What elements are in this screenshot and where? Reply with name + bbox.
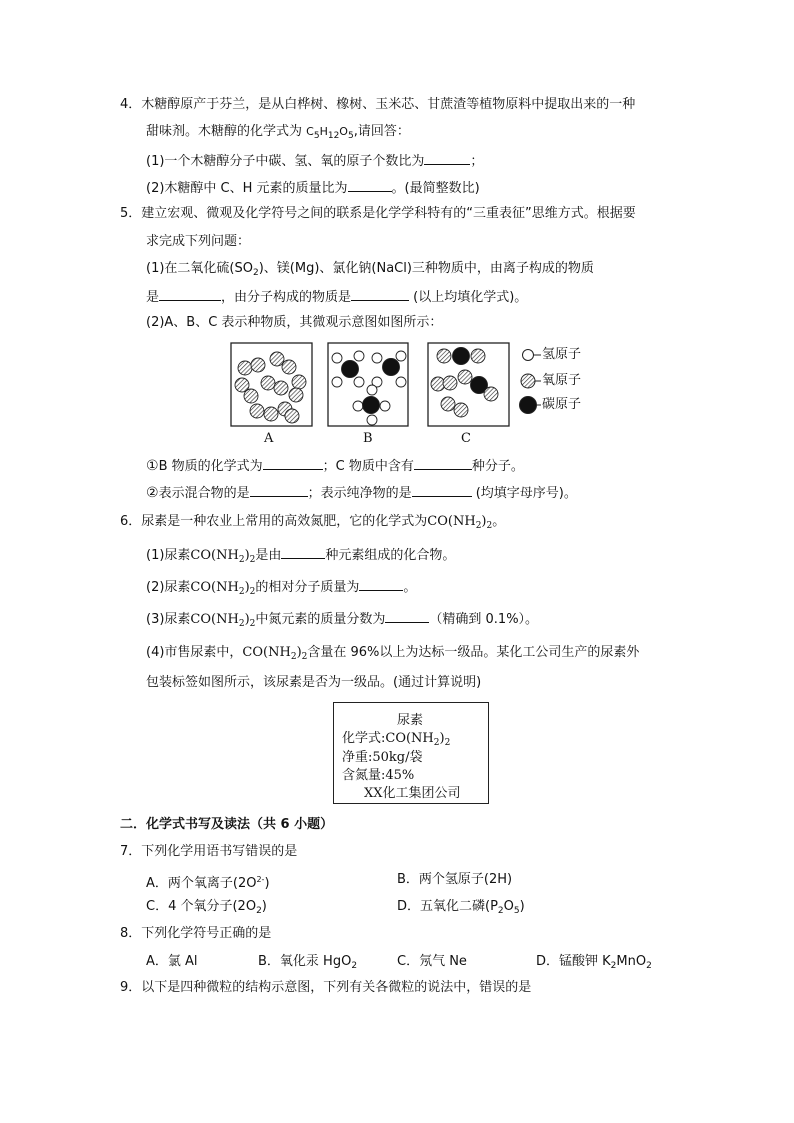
q5-sub2-text: 表示混合物的是 [158,486,250,501]
q4-part1-text: (1)一个木糖醇分子中碳、氢、氧的原子个数比为 [146,154,425,169]
q8-option-b[interactable]: B．氧化汞 HgO$_2$ [258,954,358,971]
legend-oxygen [521,374,541,388]
q6-part2-end: 。 [403,580,417,595]
q5-stem-line2: 求完成下列问题： [146,234,251,249]
q6-part2-mid: 的相对分子质量为 [255,580,360,595]
q5-sub1-end: 种分子。 [471,459,524,474]
q5-mixture-blank[interactable] [250,482,308,497]
q5-part1-rest: )、镁(Mg)、氯化钠(NaCl)三种物质中，由离子构成的物质 [258,261,594,276]
q6-part3-mid: 中氮元素的质量分数为 [255,612,386,627]
product-label-nitrogen: 含氮量:45% [342,768,415,783]
caption-b: B [363,431,373,446]
legend-hydrogen [523,350,542,361]
urea-formula: $CO(NH_2)_2$ [190,580,256,597]
q7-option-a[interactable]: A．两个氧离子$(2O^{2-})$ [146,875,270,891]
legend-carbon-label: 碳原子 [542,397,582,412]
q6-part3-end: （精确到 0.1%）。 [429,612,539,627]
q6-part3 [146,608,538,634]
q7-option-d[interactable]: D．五氧化二磷$(P_2O_5)$ [397,899,525,916]
q5-so2-subscript: 2 [252,268,259,278]
q6-part1-end: 种元素组成的化合物。 [325,548,456,563]
q6-part4-text: (4)市售尿素中， [146,645,243,660]
q6-part2 [146,576,416,602]
urea-formula: $CO(NH_2)_2$ [427,514,493,531]
q7-option-c[interactable]: C．4 个氧分子$(2O_2)$ [146,899,267,916]
q6-mass-fraction-blank[interactable] [385,608,429,623]
q5-sub1-text: B 物质的化学式为 [158,459,263,474]
product-label-title: 尿素 [397,713,424,728]
q5-sub1-mid: ；C 物质中含有 [322,459,414,474]
q8-option-a[interactable]: A．氯 Al [146,954,198,969]
q5-c-molecule-count-blank[interactable] [414,455,472,470]
q5-sub2-mark: ② [146,485,159,501]
q4-part2-answer-blank[interactable] [348,177,392,192]
q5-sub1-mark: ① [146,458,159,474]
q5-part1-line2 [146,286,527,308]
q4-part1-answer-blank[interactable] [424,150,470,165]
q6-part1-mid: 是由 [255,548,282,563]
q6-stem-text: 6．尿素是一种农业上常用的高效氮肥，它的化学式为 [120,514,428,529]
product-label [333,702,489,804]
legend-carbon [520,397,542,414]
legend-oxygen-label: 氧原子 [542,373,582,388]
q5-ionic-answer-blank[interactable] [159,286,221,301]
q5-part1-mid: ，由分子构成的物质是 [221,290,352,305]
q4-stem-suffix: ,请回答： [353,124,410,139]
q5-sub2-end: (均填字母序号)。 [471,486,577,501]
legend-hydrogen-label: 氢原子 [542,347,582,362]
product-label-company: XX化工集团公司 [364,786,461,801]
q6-part4-rest: 含量在 96%以上为达标一级品。某化工公司生产的尿素外 [307,645,640,660]
section-2-heading: 二．化学式书写及读法（共 6 小题） [120,817,334,832]
q5-part1-line1 [146,259,594,283]
q5-part1-end: (以上均填化学式)。 [409,290,528,305]
urea-formula: $CO(NH_2)_2$ [242,645,308,662]
caption-c: C [461,431,471,446]
q6-part4-line2: 包装标签如图所示，该尿素是否为一级品。(通过计算说明) [146,675,482,690]
q6-part1 [146,544,455,570]
urea-formula: $CO(NH_2)_2$ [190,548,256,565]
q9-stem: 9．以下是四种微粒的结构示意图，下列有关各微粒的说法中，错误的是 [120,980,532,995]
q4-stem-line2 [146,122,410,146]
q8-stem: 8．下列化学符号正确的是 [120,926,272,941]
q4-stem-line1: 4．木糖醇原产于芬兰，是从白桦树、橡树、玉米芯、甘蔗渣等植物原料中提取出来的一种 [120,97,636,112]
q6-part4-line1 [146,643,639,667]
q6-stem [120,512,505,536]
q6-part3-text: (3)尿素 [146,612,191,627]
q7-stem: 7．下列化学用语书写错误的是 [120,844,298,859]
q6-molecular-mass-blank[interactable] [359,576,403,591]
q5-molecular-answer-blank[interactable] [351,286,409,301]
q4-stem-text: 甜味剂。木糖醇的化学式为 [146,124,307,139]
q5-sub2-mid: ；表示纯净物的是 [307,486,412,501]
q6-part2-text: (2)尿素 [146,580,191,595]
q6-stem-end: 。 [492,514,506,529]
q8-option-d[interactable]: D．锰酸钾 $K_2MnO_2$ [536,954,652,971]
q5-sub1 [146,455,524,477]
q5-b-formula-blank[interactable] [263,455,323,470]
q4-part2-end: 。(最简整数比) [391,181,480,196]
q4-part2-text: (2)木糖醇中 C、H 元素的质量比为 [146,181,348,196]
q5-stem-line1: 5．建立宏观、微观及化学符号之间的联系是化学学科特有的“三重表征”思维方式。根据要 [120,206,636,221]
urea-formula: $CO(NH_2)_2$ [190,612,256,629]
q4-part1-end: ； [470,154,484,169]
q5-part1-prefix: 是 [146,290,160,305]
product-label-formula: 化学式$:CO(NH_2)_2$ [342,731,451,748]
q4-part1 [146,150,483,172]
xylitol-formula: $C_5H_{12}O_5$ [306,125,354,141]
caption-a: A [264,431,274,446]
q8-option-c[interactable]: C．氖气 Ne [397,954,467,969]
q5-pure-substance-blank[interactable] [412,482,472,497]
q6-part1-text: (1)尿素 [146,548,191,563]
q7-option-b[interactable]: B．两个氢原子(2H) [397,872,513,887]
q5-part1-text: (1)在二氧化硫(SO [146,261,253,276]
product-label-weight: 净重:50kg/袋 [342,750,423,765]
q4-part2 [146,177,480,199]
q6-element-count-blank[interactable] [281,544,325,559]
q5-part2: (2)A、B、C 表示种物质，其微观示意图如图所示： [146,315,443,330]
q5-sub2 [146,482,577,504]
